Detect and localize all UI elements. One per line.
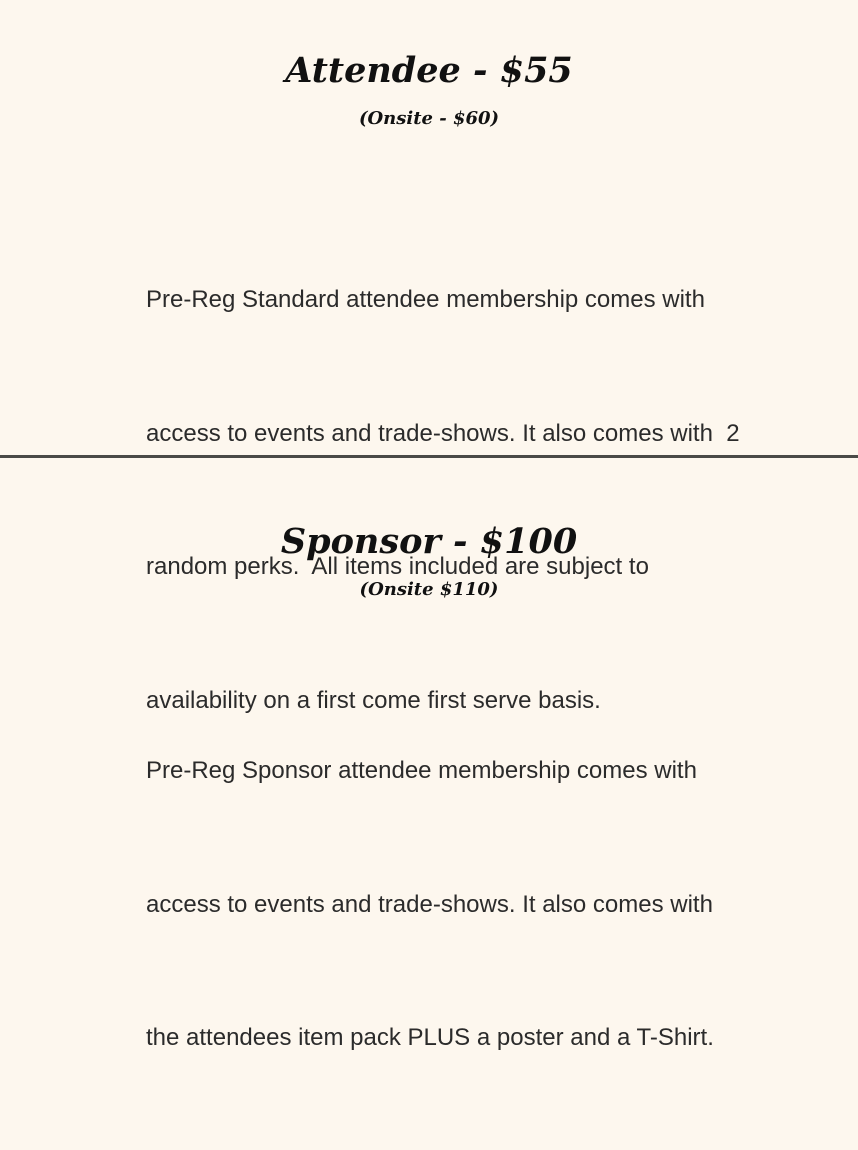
attendee-tier-title: Attendee - $55	[285, 50, 573, 91]
sponsor-description-line: the attendees item pack PLUS a poster and a T-Shirt.	[146, 1024, 714, 1051]
sponsor-description-line: Pre-Reg Sponsor attendee membership comes with	[146, 757, 697, 784]
sponsor-description	[146, 660, 796, 1150]
attendee-description-line: access to events and trade-shows. It also comes with 2	[146, 419, 740, 447]
attendee-description-line: random perks. All items included are subject to	[146, 553, 649, 580]
attendee-onsite-price: (Onsite - $60)	[358, 108, 500, 129]
attendee-description-line: availability on a first come first serve basis.	[146, 686, 601, 714]
sponsor-onsite-price: (Onsite $110)	[359, 579, 499, 600]
sponsor-description-line: access to events and trade-shows. It also comes with	[146, 890, 713, 918]
attendee-description-line: Pre-Reg Standard attendee membership comes with	[146, 286, 705, 313]
sponsor-tier	[0, 458, 858, 1051]
sponsor-tier-title: Sponsor - $100	[280, 521, 578, 562]
